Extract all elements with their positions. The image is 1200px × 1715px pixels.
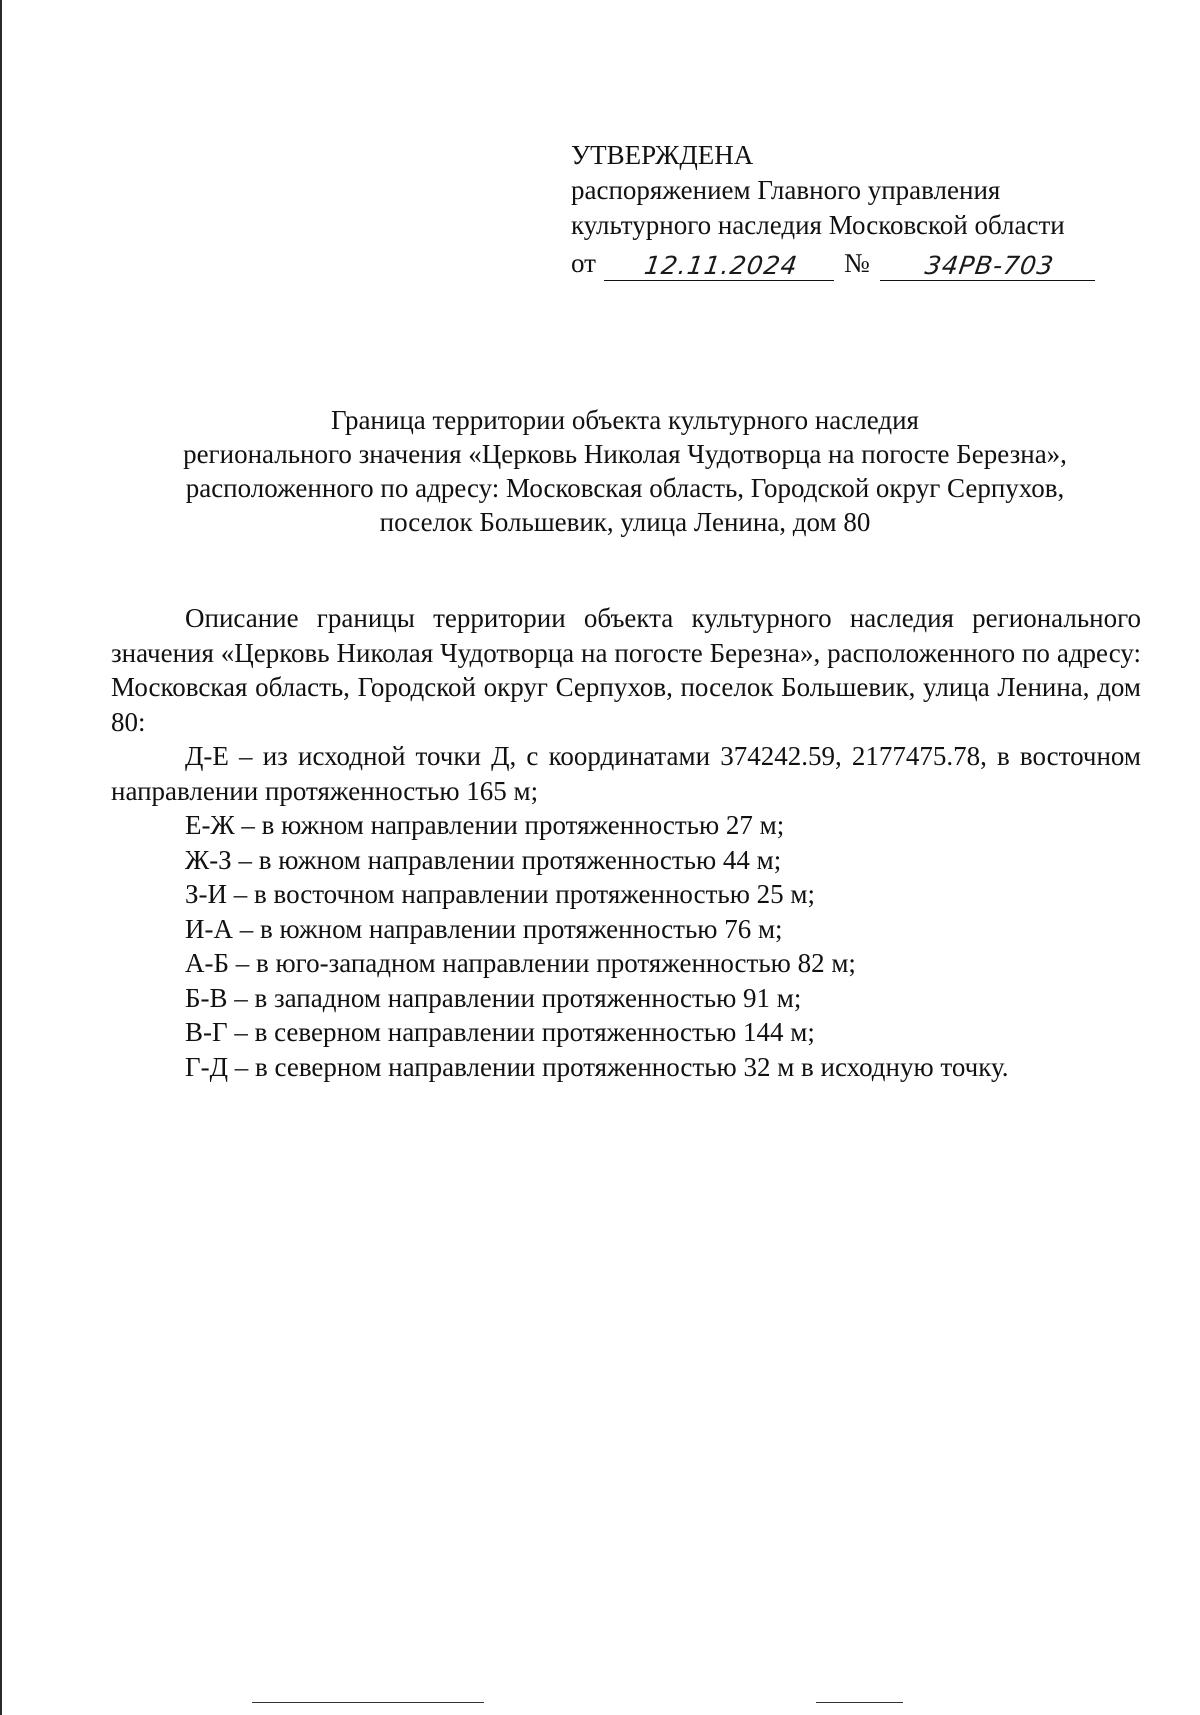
- approval-date-number-line: [571, 243, 1131, 281]
- approval-stamp: [571, 138, 1131, 281]
- number-sign: №: [843, 248, 870, 278]
- boundary-description: [111, 601, 1141, 1084]
- footer-divider-left: [252, 1702, 484, 1703]
- segment-item: Б-В – в западном направлении протяженностью 91 м;: [185, 982, 802, 1013]
- handwritten-date: 12.11.2024: [604, 252, 838, 281]
- footer-divider-right: [816, 1702, 903, 1703]
- handwritten-number: 34РВ-703: [880, 252, 1099, 281]
- scan-edge: [0, 0, 2, 1715]
- approval-heading: УТВЕРЖДЕНА: [571, 140, 754, 170]
- segment-item: В-Г – в северном направлении протяженностью 144 м;: [185, 1017, 815, 1047]
- segment-item: З-И – в восточном направлении протяженностью 25 м;: [185, 879, 815, 909]
- title-line: Граница территории объекта культурного наследия: [331, 405, 919, 435]
- description-intro: Описание границы территории объекта культурного наследия регионального значения «Церковь Николая Чудотворца на погосте Березна», расположенного по адресу: Московская область, Городской округ Серпухов, поселок Большевик, улица Ленина, дом 80:: [111, 603, 1141, 737]
- segment-item: Г-Д – в северном направлении протяженностью 32 м в исходную точку.: [185, 1051, 1009, 1082]
- title-line: поселок Большевик, улица Ленина, дом 80: [379, 507, 871, 537]
- approval-line-2: культурного наследия Московской области: [571, 210, 1065, 240]
- title-line: регионального значения «Церковь Николая Чудотворца на погосте Березна»,: [183, 439, 1067, 469]
- date-prefix: от: [571, 248, 596, 278]
- segment-item: И-А – в южном направлении протяженностью 76 м;: [185, 913, 783, 944]
- segment-item: Е-Ж – в южном направлении протяженностью 27 м;: [185, 810, 785, 840]
- segment-item: Д-Е – из исходной точки Д, с координатами 374242.59, 2177475.78, в восточном направлении протяженностью 165 м;: [111, 741, 1141, 806]
- segment-item: Ж-З – в южном направлении протяженностью 44 м;: [185, 844, 782, 875]
- title-line: расположенного по адресу: Московская область, Городской округ Серпухов,: [185, 473, 1065, 503]
- segment-item: А-Б – в юго-западном направлении протяженностью 82 м;: [185, 948, 856, 978]
- document-title: [110, 403, 1140, 539]
- approval-line-1: распоряжением Главного управления: [571, 175, 1001, 205]
